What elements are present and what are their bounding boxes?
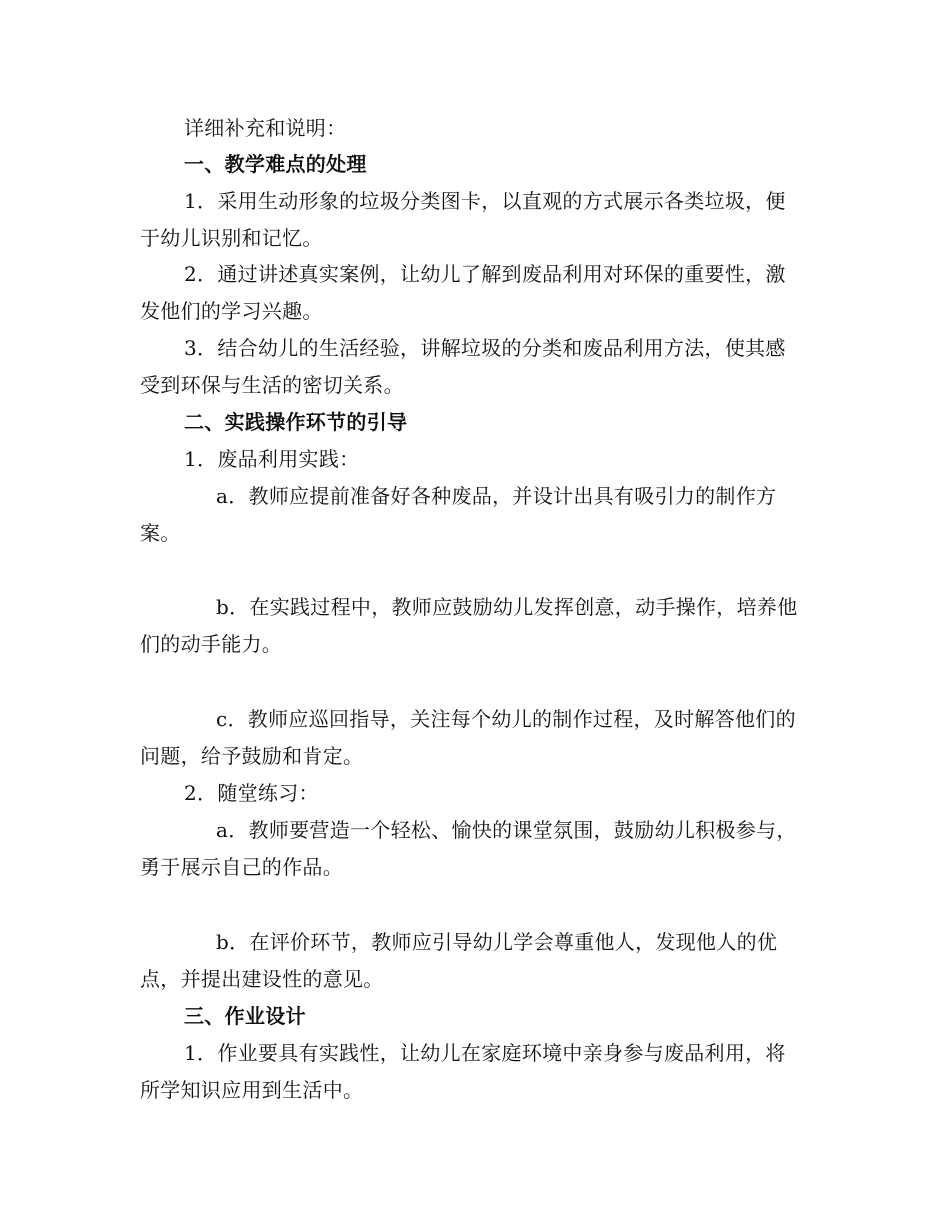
section2-item-1-sub-b: b．在实践过程中，教师应鼓励幼儿发挥创意，动手操作，培养他们的动手能力。 xyxy=(140,595,798,656)
intro-text: 详细补充和说明： xyxy=(184,116,347,140)
section1-heading: 一、教学难点的处理 xyxy=(184,152,367,176)
section1-item-1: 1．采用生动形象的垃圾分类图卡，以直观的方式展示各类垃圾，便于幼儿识别和记忆。 xyxy=(140,189,786,250)
section2-item-2-sub-b: b．在评价环节，教师应引导幼儿学会尊重他人，发现他人的优点，并提出建设性的意见。 xyxy=(140,930,778,991)
section2-item-2: 2．随堂练习： xyxy=(184,781,319,805)
section2-item-1-sub-a: a．教师应提前准备好各种废品，并设计出具有吸引力的制作方案。 xyxy=(140,484,777,545)
section2-item-2-sub-a: a．教师要营造一个轻松、愉快的课堂氛围，鼓励幼儿积极参与，勇于展示自己的作品。 xyxy=(140,818,797,879)
section1-item-2: 2．通过讲述真实案例，让幼儿了解到废品利用对环保的重要性，激发他们的学习兴趣。 xyxy=(140,262,786,323)
section2-heading: 二、实践操作环节的引导 xyxy=(184,410,408,434)
section2-item-1-sub-c: c．教师应巡回指导，关注每个幼儿的制作过程，及时解答他们的问题，给予鼓励和肯定。 xyxy=(140,707,796,768)
section3-heading: 三、作业设计 xyxy=(184,1004,306,1028)
section3-item-1: 1．作业要具有实践性，让幼儿在家庭环境中亲身参与废品利用，将所学知识应用到生活中。 xyxy=(140,1041,786,1102)
section1-item-3: 3．结合幼儿的生活经验，讲解垃圾的分类和废品利用方法，使其感受到环保与生活的密切关系。 xyxy=(140,336,786,397)
section2-item-1: 1．废品利用实践： xyxy=(184,447,360,471)
